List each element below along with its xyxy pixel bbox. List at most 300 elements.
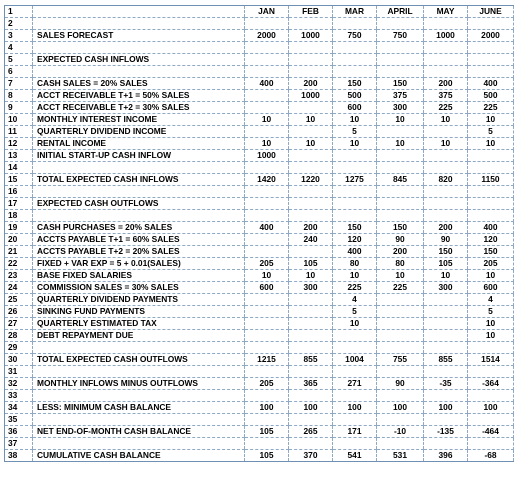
value-cell[interactable]: 1220 (289, 174, 333, 186)
value-cell[interactable]: 90 (424, 234, 468, 246)
value-cell[interactable] (289, 306, 333, 318)
value-cell[interactable]: 10 (333, 138, 377, 150)
value-cell[interactable] (289, 330, 333, 342)
value-cell[interactable]: 225 (424, 102, 468, 114)
value-cell[interactable]: 240 (289, 234, 333, 246)
value-cell[interactable]: 10 (377, 114, 424, 126)
value-cell[interactable] (377, 306, 424, 318)
row-label-cell[interactable]: MONTHLY INFLOWS MINUS OUTFLOWS (33, 378, 245, 390)
value-cell[interactable]: 100 (245, 402, 289, 414)
value-cell[interactable]: 10 (468, 138, 514, 150)
value-cell[interactable]: -364 (468, 378, 514, 390)
value-cell[interactable]: 370 (289, 450, 333, 462)
row-label-cell[interactable]: FIXED + VAR EXP = 5 + 0.01(SALES) (33, 258, 245, 270)
row-label-cell[interactable]: TOTAL EXPECTED CASH OUTFLOWS (33, 354, 245, 366)
table-row (5, 174, 514, 186)
value-cell[interactable]: 150 (424, 246, 468, 258)
row-label-cell[interactable]: NET END-OF-MONTH CASH BALANCE (33, 426, 245, 438)
row-number: 13 (5, 150, 33, 162)
value-cell[interactable]: 90 (377, 378, 424, 390)
value-cell[interactable] (245, 330, 289, 342)
value-cell[interactable] (424, 318, 468, 330)
value-cell[interactable]: 150 (377, 78, 424, 90)
value-cell[interactable]: 1000 (289, 30, 333, 42)
value-cell[interactable] (377, 210, 424, 222)
value-cell[interactable] (468, 342, 514, 354)
value-cell[interactable]: 400 (468, 222, 514, 234)
value-cell[interactable] (377, 150, 424, 162)
value-cell[interactable]: 750 (333, 30, 377, 42)
value-cell[interactable] (333, 54, 377, 66)
value-cell[interactable]: 10 (424, 114, 468, 126)
value-cell[interactable]: 750 (377, 30, 424, 42)
value-cell[interactable]: 5 (333, 126, 377, 138)
row-label-cell[interactable]: DEBT REPAYMENT DUE (33, 330, 245, 342)
table-row (5, 30, 514, 42)
row-label-cell[interactable] (33, 210, 245, 222)
value-cell[interactable]: 10 (468, 330, 514, 342)
table-row (5, 114, 514, 126)
value-cell[interactable]: 105 (245, 450, 289, 462)
row-label-cell[interactable]: ACCT RECEIVABLE T+2 = 30% SALES (33, 102, 245, 114)
value-cell[interactable]: 400 (468, 78, 514, 90)
value-cell[interactable] (245, 438, 289, 450)
value-cell[interactable]: 150 (468, 246, 514, 258)
value-cell[interactable]: 10 (468, 270, 514, 282)
value-cell[interactable] (377, 438, 424, 450)
value-cell[interactable]: 100 (377, 402, 424, 414)
value-cell[interactable]: 200 (289, 78, 333, 90)
value-cell[interactable] (289, 342, 333, 354)
month-header-cell[interactable]: JAN (245, 6, 289, 18)
value-cell[interactable]: 1514 (468, 354, 514, 366)
value-cell[interactable] (289, 66, 333, 78)
row-label-cell[interactable] (33, 414, 245, 426)
value-cell[interactable] (245, 162, 289, 174)
value-cell[interactable]: 10 (424, 270, 468, 282)
table-row (5, 438, 514, 450)
value-cell[interactable]: 1004 (333, 354, 377, 366)
value-cell[interactable] (424, 126, 468, 138)
row-number: 16 (5, 186, 33, 198)
row-label-cell[interactable] (33, 6, 245, 18)
row-number: 19 (5, 222, 33, 234)
value-cell[interactable]: -135 (424, 426, 468, 438)
value-cell[interactable] (245, 306, 289, 318)
value-cell[interactable] (468, 198, 514, 210)
table-row (5, 234, 514, 246)
value-cell[interactable]: 100 (424, 402, 468, 414)
value-cell[interactable]: 600 (333, 102, 377, 114)
value-cell[interactable] (245, 246, 289, 258)
row-label-cell[interactable]: QUARTERLY ESTIMATED TAX (33, 318, 245, 330)
spreadsheet-body (5, 6, 514, 462)
value-cell[interactable] (289, 246, 333, 258)
value-cell[interactable] (289, 18, 333, 30)
value-cell[interactable] (289, 186, 333, 198)
value-cell[interactable] (424, 366, 468, 378)
value-cell[interactable]: 855 (289, 354, 333, 366)
row-label-cell[interactable]: BASE FIXED SALARIES (33, 270, 245, 282)
table-row (5, 354, 514, 366)
row-number: 27 (5, 318, 33, 330)
value-cell[interactable] (424, 162, 468, 174)
row-label-cell[interactable] (33, 66, 245, 78)
row-label-cell[interactable]: COMMISSION SALES = 30% SALES (33, 282, 245, 294)
value-cell[interactable]: 10 (468, 318, 514, 330)
value-cell[interactable]: 225 (377, 282, 424, 294)
value-cell[interactable]: 5 (468, 306, 514, 318)
value-cell[interactable] (468, 150, 514, 162)
value-cell[interactable]: 10 (424, 138, 468, 150)
table-row (5, 54, 514, 66)
value-cell[interactable] (333, 366, 377, 378)
value-cell[interactable] (424, 54, 468, 66)
row-number: 18 (5, 210, 33, 222)
value-cell[interactable]: 1000 (289, 90, 333, 102)
value-cell[interactable]: 10 (245, 114, 289, 126)
value-cell[interactable]: 80 (377, 258, 424, 270)
value-cell[interactable] (424, 210, 468, 222)
row-label-cell[interactable]: CASH SALES = 20% SALES (33, 78, 245, 90)
value-cell[interactable] (289, 438, 333, 450)
value-cell[interactable] (424, 18, 468, 30)
row-label-cell[interactable] (33, 390, 245, 402)
value-cell[interactable]: 200 (424, 78, 468, 90)
row-label-cell[interactable]: EXPECTED CASH INFLOWS (33, 54, 245, 66)
value-cell[interactable]: 10 (245, 138, 289, 150)
value-cell[interactable]: 225 (333, 282, 377, 294)
value-cell[interactable] (289, 366, 333, 378)
row-label-cell[interactable] (33, 366, 245, 378)
value-cell[interactable] (245, 294, 289, 306)
value-cell[interactable]: 200 (424, 222, 468, 234)
value-cell[interactable] (468, 42, 514, 54)
row-label-cell[interactable]: CUMULATIVE CASH BALANCE (33, 450, 245, 462)
row-label-cell[interactable]: RENTAL INCOME (33, 138, 245, 150)
table-row (5, 198, 514, 210)
value-cell[interactable]: 150 (333, 78, 377, 90)
value-cell[interactable]: 375 (377, 90, 424, 102)
value-cell[interactable]: 100 (333, 402, 377, 414)
value-cell[interactable] (245, 366, 289, 378)
value-cell[interactable] (333, 414, 377, 426)
value-cell[interactable] (245, 414, 289, 426)
value-cell[interactable]: 600 (468, 282, 514, 294)
value-cell[interactable]: 500 (468, 90, 514, 102)
table-row (5, 342, 514, 354)
row-number: 5 (5, 54, 33, 66)
value-cell[interactable] (424, 342, 468, 354)
value-cell[interactable] (333, 150, 377, 162)
row-number: 24 (5, 282, 33, 294)
value-cell[interactable]: -68 (468, 450, 514, 462)
value-cell[interactable]: 200 (289, 222, 333, 234)
value-cell[interactable] (468, 366, 514, 378)
value-cell[interactable]: -35 (424, 378, 468, 390)
value-cell[interactable]: 105 (245, 426, 289, 438)
value-cell[interactable] (468, 54, 514, 66)
value-cell[interactable]: 225 (468, 102, 514, 114)
value-cell[interactable]: 10 (289, 270, 333, 282)
table-row (5, 138, 514, 150)
value-cell[interactable]: 855 (424, 354, 468, 366)
row-label-cell[interactable]: CASH PURCHASES = 20% SALES (33, 222, 245, 234)
value-cell[interactable]: 10 (245, 270, 289, 282)
value-cell[interactable]: 265 (289, 426, 333, 438)
value-cell[interactable] (377, 390, 424, 402)
value-cell[interactable] (424, 150, 468, 162)
value-cell[interactable]: 2000 (468, 30, 514, 42)
value-cell[interactable] (333, 438, 377, 450)
value-cell[interactable] (245, 318, 289, 330)
value-cell[interactable] (289, 126, 333, 138)
value-cell[interactable] (333, 18, 377, 30)
value-cell[interactable]: 4 (333, 294, 377, 306)
value-cell[interactable] (333, 330, 377, 342)
value-cell[interactable]: 200 (377, 246, 424, 258)
value-cell[interactable] (424, 42, 468, 54)
value-cell[interactable] (289, 198, 333, 210)
value-cell[interactable]: 10 (333, 270, 377, 282)
row-number: 28 (5, 330, 33, 342)
row-label-cell[interactable]: QUARTERLY DIVIDEND PAYMENTS (33, 294, 245, 306)
value-cell[interactable]: 375 (424, 90, 468, 102)
value-cell[interactable] (377, 162, 424, 174)
value-cell[interactable]: 600 (245, 282, 289, 294)
value-cell[interactable] (377, 318, 424, 330)
row-number: 6 (5, 66, 33, 78)
value-cell[interactable]: 10 (289, 138, 333, 150)
row-label-cell[interactable]: INITIAL START-UP CASH INFLOW (33, 150, 245, 162)
value-cell[interactable]: 10 (289, 114, 333, 126)
value-cell[interactable]: 1275 (333, 174, 377, 186)
value-cell[interactable] (289, 54, 333, 66)
value-cell[interactable]: 1420 (245, 174, 289, 186)
row-label-cell[interactable]: SINKING FUND PAYMENTS (33, 306, 245, 318)
value-cell[interactable]: 5 (333, 306, 377, 318)
value-cell[interactable] (377, 186, 424, 198)
value-cell[interactable] (245, 54, 289, 66)
value-cell[interactable]: 820 (424, 174, 468, 186)
value-cell[interactable]: 100 (289, 402, 333, 414)
value-cell[interactable]: 105 (289, 258, 333, 270)
row-label-cell[interactable] (33, 18, 245, 30)
value-cell[interactable]: 90 (377, 234, 424, 246)
value-cell[interactable] (333, 66, 377, 78)
value-cell[interactable] (289, 162, 333, 174)
value-cell[interactable] (333, 210, 377, 222)
value-cell[interactable]: 2000 (245, 30, 289, 42)
value-cell[interactable] (377, 18, 424, 30)
value-cell[interactable] (245, 198, 289, 210)
value-cell[interactable] (245, 126, 289, 138)
row-label-cell[interactable]: ACCT RECEIVABLE T+1 = 50% SALES (33, 90, 245, 102)
value-cell[interactable]: 500 (333, 90, 377, 102)
value-cell[interactable] (289, 102, 333, 114)
value-cell[interactable]: 1000 (245, 150, 289, 162)
value-cell[interactable]: 205 (468, 258, 514, 270)
row-label-cell[interactable]: QUARTERLY DIVIDEND INCOME (33, 126, 245, 138)
value-cell[interactable]: 300 (377, 102, 424, 114)
value-cell[interactable] (289, 318, 333, 330)
value-cell[interactable] (245, 342, 289, 354)
value-cell[interactable] (377, 414, 424, 426)
value-cell[interactable] (333, 186, 377, 198)
value-cell[interactable]: 755 (377, 354, 424, 366)
value-cell[interactable]: 171 (333, 426, 377, 438)
value-cell[interactable]: 105 (424, 258, 468, 270)
table-row (5, 222, 514, 234)
value-cell[interactable]: 205 (245, 378, 289, 390)
value-cell[interactable]: 1000 (424, 30, 468, 42)
value-cell[interactable] (424, 390, 468, 402)
value-cell[interactable] (245, 66, 289, 78)
value-cell[interactable]: 845 (377, 174, 424, 186)
month-header-cell[interactable]: MAY (424, 6, 468, 18)
value-cell[interactable]: 10 (377, 270, 424, 282)
value-cell[interactable] (245, 90, 289, 102)
value-cell[interactable] (289, 42, 333, 54)
value-cell[interactable]: 100 (468, 402, 514, 414)
value-cell[interactable] (424, 294, 468, 306)
value-cell[interactable]: 150 (377, 222, 424, 234)
value-cell[interactable] (289, 414, 333, 426)
row-number: 4 (5, 42, 33, 54)
value-cell[interactable] (333, 42, 377, 54)
row-label-cell[interactable]: ACCTS PAYABLE T+2 = 20% SALES (33, 246, 245, 258)
month-header-cell[interactable]: JUNE (468, 6, 514, 18)
value-cell[interactable] (289, 210, 333, 222)
value-cell[interactable]: 271 (333, 378, 377, 390)
value-cell[interactable]: 300 (424, 282, 468, 294)
value-cell[interactable] (377, 366, 424, 378)
value-cell[interactable]: 4 (468, 294, 514, 306)
row-label-cell[interactable] (33, 342, 245, 354)
value-cell[interactable]: 400 (333, 246, 377, 258)
value-cell[interactable] (333, 162, 377, 174)
row-number: 32 (5, 378, 33, 390)
value-cell[interactable] (424, 414, 468, 426)
value-cell[interactable] (468, 414, 514, 426)
row-label-cell[interactable]: LESS: MINIMUM CASH BALANCE (33, 402, 245, 414)
value-cell[interactable] (468, 18, 514, 30)
value-cell[interactable] (245, 102, 289, 114)
row-label-cell[interactable] (33, 186, 245, 198)
row-number: 8 (5, 90, 33, 102)
value-cell[interactable] (377, 342, 424, 354)
row-number: 17 (5, 198, 33, 210)
value-cell[interactable]: 396 (424, 450, 468, 462)
row-number: 11 (5, 126, 33, 138)
value-cell[interactable] (424, 306, 468, 318)
row-label-cell[interactable]: TOTAL EXPECTED CASH INFLOWS (33, 174, 245, 186)
value-cell[interactable] (377, 198, 424, 210)
value-cell[interactable] (245, 42, 289, 54)
value-cell[interactable]: 5 (468, 126, 514, 138)
value-cell[interactable] (424, 198, 468, 210)
value-cell[interactable] (424, 438, 468, 450)
value-cell[interactable]: 150 (333, 222, 377, 234)
value-cell[interactable]: 300 (289, 282, 333, 294)
value-cell[interactable]: 120 (468, 234, 514, 246)
table-row (5, 402, 514, 414)
row-label-cell[interactable] (33, 42, 245, 54)
row-label-cell[interactable]: SALES FORECAST (33, 30, 245, 42)
value-cell[interactable] (377, 330, 424, 342)
row-number: 1 (5, 6, 33, 18)
value-cell[interactable]: 531 (377, 450, 424, 462)
value-cell[interactable] (468, 438, 514, 450)
value-cell[interactable] (424, 330, 468, 342)
row-label-cell[interactable] (33, 162, 245, 174)
value-cell[interactable] (333, 342, 377, 354)
row-label-cell[interactable] (33, 438, 245, 450)
value-cell[interactable] (289, 390, 333, 402)
value-cell[interactable]: 120 (333, 234, 377, 246)
value-cell[interactable] (333, 198, 377, 210)
value-cell[interactable] (245, 234, 289, 246)
value-cell[interactable]: 541 (333, 450, 377, 462)
value-cell[interactable] (289, 294, 333, 306)
value-cell[interactable] (468, 390, 514, 402)
value-cell[interactable] (289, 150, 333, 162)
value-cell[interactable] (468, 210, 514, 222)
month-header-cell[interactable]: MAR (333, 6, 377, 18)
value-cell[interactable] (245, 390, 289, 402)
row-label-cell[interactable]: EXPECTED CASH OUTFLOWS (33, 198, 245, 210)
value-cell[interactable]: 1150 (468, 174, 514, 186)
value-cell[interactable]: 400 (245, 78, 289, 90)
month-header-cell[interactable]: APRIL (377, 6, 424, 18)
row-label-cell[interactable]: MONTHLY INTEREST INCOME (33, 114, 245, 126)
value-cell[interactable]: 10 (333, 318, 377, 330)
value-cell[interactable] (377, 294, 424, 306)
value-cell[interactable] (424, 186, 468, 198)
row-number: 36 (5, 426, 33, 438)
value-cell[interactable]: 10 (468, 114, 514, 126)
row-label-cell[interactable]: ACCTS PAYABLE T+1 = 60% SALES (33, 234, 245, 246)
value-cell[interactable] (377, 66, 424, 78)
value-cell[interactable] (377, 126, 424, 138)
value-cell[interactable]: 1215 (245, 354, 289, 366)
row-number: 14 (5, 162, 33, 174)
value-cell[interactable] (468, 66, 514, 78)
value-cell[interactable]: -464 (468, 426, 514, 438)
value-cell[interactable]: 205 (245, 258, 289, 270)
row-number: 9 (5, 102, 33, 114)
month-header-cell[interactable]: FEB (289, 6, 333, 18)
value-cell[interactable] (468, 162, 514, 174)
value-cell[interactable] (245, 210, 289, 222)
value-cell[interactable] (377, 42, 424, 54)
value-cell[interactable] (377, 54, 424, 66)
value-cell[interactable]: -10 (377, 426, 424, 438)
value-cell[interactable] (468, 186, 514, 198)
value-cell[interactable]: 80 (333, 258, 377, 270)
value-cell[interactable] (245, 186, 289, 198)
table-row (5, 162, 514, 174)
value-cell[interactable]: 10 (333, 114, 377, 126)
value-cell[interactable] (424, 66, 468, 78)
value-cell[interactable]: 365 (289, 378, 333, 390)
table-row (5, 210, 514, 222)
table-row (5, 78, 514, 90)
value-cell[interactable] (333, 390, 377, 402)
value-cell[interactable] (245, 18, 289, 30)
value-cell[interactable]: 10 (377, 138, 424, 150)
value-cell[interactable]: 400 (245, 222, 289, 234)
